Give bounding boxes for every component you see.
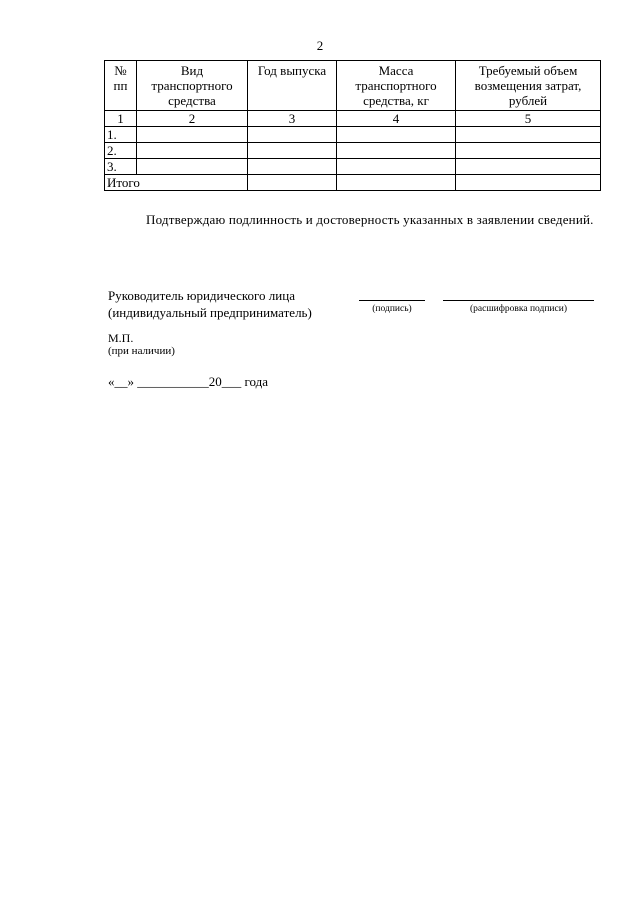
signer-line-1: Руководитель юридического лица bbox=[108, 288, 295, 303]
table-cell bbox=[248, 127, 337, 143]
table-cell bbox=[248, 175, 337, 191]
column-number: 2 bbox=[137, 111, 248, 127]
decoding-line bbox=[443, 300, 594, 301]
column-number: 5 bbox=[456, 111, 601, 127]
column-number: 4 bbox=[337, 111, 456, 127]
header-compensation: Требуемый объем возмещения затрат, рублей bbox=[456, 61, 601, 111]
table-header-row bbox=[105, 61, 601, 111]
signer-title bbox=[108, 287, 348, 321]
confirmation-text bbox=[116, 210, 600, 229]
table-cell bbox=[137, 159, 248, 175]
signature-caption: (подпись) bbox=[372, 304, 412, 314]
signer-line-2: (индивидуальный предприниматель) bbox=[108, 305, 312, 320]
table-cell bbox=[456, 127, 601, 143]
table-cell bbox=[337, 143, 456, 159]
table-cell bbox=[137, 127, 248, 143]
row-number: 3. bbox=[105, 159, 137, 175]
table-row bbox=[105, 159, 601, 175]
table-cell bbox=[456, 175, 601, 191]
decoding-caption: (расшифровка подписи) bbox=[470, 304, 567, 314]
table-cell bbox=[137, 143, 248, 159]
column-number: 1 bbox=[105, 111, 137, 127]
table-cell bbox=[248, 159, 337, 175]
header-year: Год выпуска bbox=[248, 61, 337, 111]
table-cell bbox=[456, 159, 601, 175]
total-row bbox=[105, 175, 601, 191]
header-vehicle-type: Вид транспортного средства bbox=[137, 61, 248, 111]
vehicle-table bbox=[104, 60, 601, 191]
table-cell bbox=[248, 143, 337, 159]
stamp-block bbox=[108, 332, 175, 358]
table-cell bbox=[337, 127, 456, 143]
stamp-label: М.П. bbox=[108, 331, 134, 345]
column-number: 3 bbox=[248, 111, 337, 127]
table-row bbox=[105, 143, 601, 159]
row-number: 2. bbox=[105, 143, 137, 159]
table-cell bbox=[337, 175, 456, 191]
total-label: Итого bbox=[105, 175, 248, 191]
header-number: № пп bbox=[105, 61, 137, 111]
column-number-row bbox=[105, 111, 601, 127]
confirmation-sentence: Подтверждаю подлинность и достоверность указанных в заявлении сведений. bbox=[146, 212, 594, 227]
table-cell bbox=[337, 159, 456, 175]
page-number: 2 bbox=[316, 38, 324, 53]
date-line: «__» ___________20___ года bbox=[108, 374, 269, 389]
table-cell bbox=[456, 143, 601, 159]
header-mass: Масса транспортного средства, кг bbox=[337, 61, 456, 111]
table-row bbox=[105, 127, 601, 143]
signature-line bbox=[359, 300, 425, 301]
row-number: 1. bbox=[105, 127, 137, 143]
stamp-note: (при наличии) bbox=[108, 345, 175, 357]
